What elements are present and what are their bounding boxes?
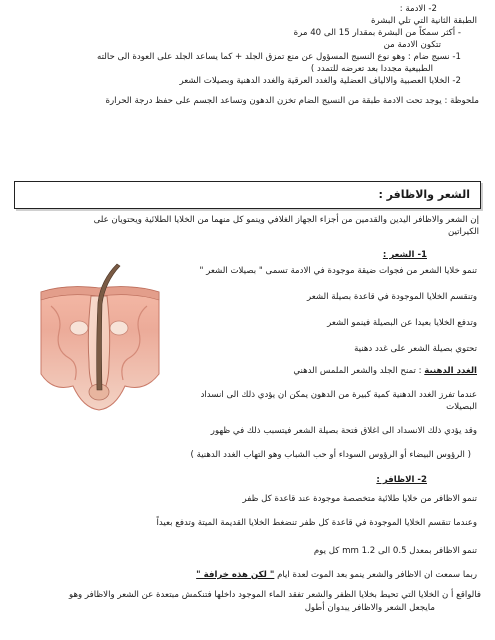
- nails-myth-text: ربما سمعت ان الاظافر والشعر ينمو بعد الموت لعدة ايام: [277, 570, 477, 580]
- sebaceous-gland-right: [110, 321, 128, 335]
- section-title: الشعر والاظافر :: [378, 188, 470, 201]
- dermis-line-3: تتكون الادمة من: [383, 40, 441, 50]
- nails-line-6: مايجعل الشعر والاظافر يبدوان أطول: [304, 603, 435, 613]
- nails-line-1: تنمو الاظافر من خلايا طلائية متخصصة موجودة عند قاعدة كل ظفر: [242, 494, 477, 504]
- intro-line-2: الكيراتين: [447, 227, 479, 237]
- hair-line-5: [293, 366, 477, 377]
- bullet-dash: -: [457, 28, 461, 38]
- sebaceous-glands-text: : تمنح الجلد والشعر الملمس الدهني: [293, 366, 422, 376]
- dermis-line-5: الطبيعية مجددا بعد تعرضه للتمدد ): [310, 64, 433, 74]
- hair-heading: 1- الشعر :: [382, 250, 427, 260]
- dermis-note: ملحوظة : يوجد تحت الادمة طبقة من النسيج الضام تخزن الدهون وتساعد الجسم على حفظ درجة الحرارة: [105, 96, 479, 106]
- sebaceous-glands-label: الغدد الدهنية: [424, 366, 477, 376]
- hair-line-9: ( الرؤوس البيضاء أو الرؤوس السوداء أو حب الشباب وهو التهاب الغدد الدهنية ): [190, 450, 471, 460]
- hair-line-3: وتدفع الخلايا بعيدا عن البصيلة فينمو الشعر: [327, 318, 477, 328]
- dermis-line-1: الطبقة الثانية التي تلي البشرة: [370, 16, 477, 26]
- hair-line-2: وتنقسم الخلايا الموجودة في قاعدة بصيلة الشعر: [306, 292, 477, 302]
- nails-line-3: تنمو الاظافر بمعدل 0.5 الى 1.2 mm كل يوم: [313, 546, 477, 556]
- nails-myth-label: " لكن هذه خرافة ": [196, 570, 275, 580]
- intro-line-1: إن الشعر والاظافر اليدين والقدمين من أجزاء الجهاز الغلافي وينمو كل منهما من الخلايا الطلائية ويحتويان على: [93, 215, 479, 225]
- hair-line-7: البصيلات: [446, 402, 477, 412]
- section-title-box: [14, 181, 481, 209]
- dermis-line-6: 2- الخلايا العصبية والالياف العضلية والغدد العرقية والغدد الدهنية وبصيلات الشعر: [179, 76, 461, 86]
- dermis-line-4: 1- نسيج ضام : وهو نوع النسيج المسؤول عن منع تمزق الجلد + كما يساعد الجلد على العودة الى حالته: [97, 52, 461, 62]
- hair-line-6: عندما تفرز الغدد الدهنية كمية كبيرة من الدهون يمكن ان يؤدي ذلك الى انسداد: [200, 390, 477, 400]
- nails-line-2: وعندما تنقسم الخلايا الموجودة في قاعدة كل ظفر تنضغط الخلايا القديمة الميتة وتدفع بعيداً: [156, 518, 477, 528]
- hair-follicle-illustration: [35, 262, 163, 412]
- nails-line-5: فالواقع أ ن الخلايا التي تحيط بخلايا الظفر والشعر تفقد الماء الموجود داخلها فتنكمش مبتعدة عن الشعر والاظافر وهو: [69, 590, 481, 600]
- dermis-thickness-text: أكثر سمكاً من البشرة بمقدار 15 الى 40 مرة: [293, 28, 456, 38]
- dermis-heading: 2- الادمة :: [399, 4, 437, 14]
- hair-line-1: تنمو خلايا الشعر من فجوات ضيقة موجودة في الادمة تسمى " بصيلات الشعر ": [199, 266, 477, 276]
- nails-line-4: [196, 570, 477, 581]
- hair-line-4: تحتوي بصيلة الشعر على غدد دهنية: [354, 344, 477, 354]
- nails-heading: 2- الاظافر :: [376, 475, 427, 485]
- dermis-line-2: [294, 28, 461, 39]
- sebaceous-gland-left: [70, 321, 88, 335]
- hair-line-8: وقد يؤدي ذلك الانسداد الى اغلاق فتحة بصيلة الشعر فيتسبب ذلك في ظهور: [210, 426, 477, 436]
